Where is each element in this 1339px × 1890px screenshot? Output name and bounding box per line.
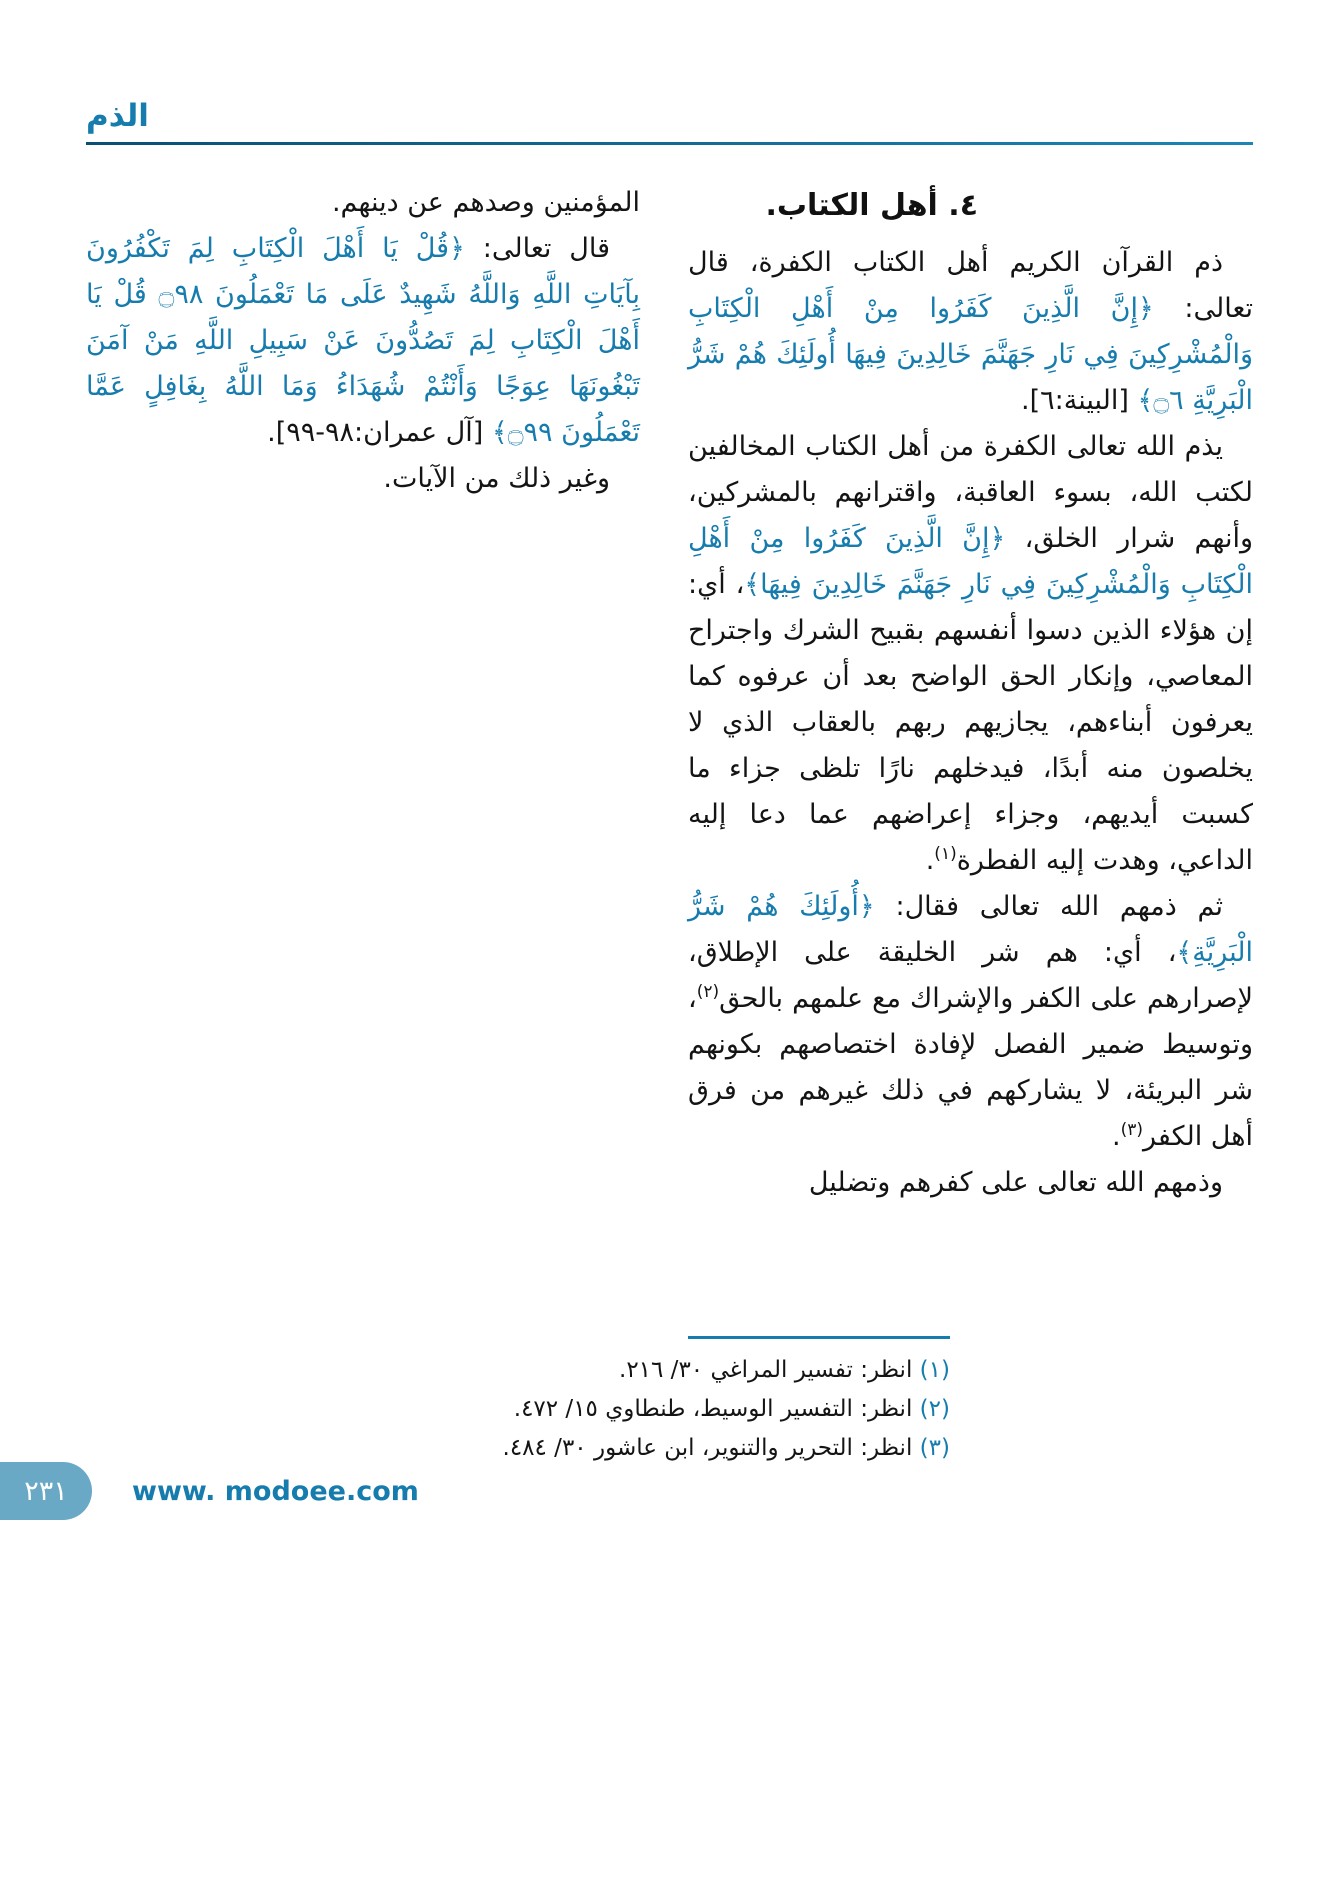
footnote-text: انظر: تفسير المراغي ٣٠/ ٢١٦. bbox=[619, 1357, 913, 1383]
section-heading: ٤. أهل الكتاب. bbox=[765, 188, 978, 223]
footnote-ref-1: (١) bbox=[934, 844, 957, 864]
body-text: قال تعالى: bbox=[464, 233, 610, 264]
footnote-ref-3: (٣) bbox=[1120, 1120, 1144, 1140]
footnote-text: انظر: التحرير والتنوير، ابن عاشور ٣٠/ ٤٨٤. bbox=[502, 1435, 913, 1461]
footnote-marker: (٣) bbox=[919, 1435, 950, 1461]
text-columns bbox=[86, 180, 1253, 1206]
footnote-3 bbox=[480, 1429, 950, 1468]
paragraph-commentary-3: وذمهم الله تعالى على كفرهم وتضليل bbox=[808, 1167, 1223, 1198]
body-text: ، أي: إن هؤلاء الذين دسوا أنفسهم بقبيح الشرك واجتراح المعاصي، وإنكار الحق الواضح بعد أن عرفوه كما يعرفون أبناءهم، يجازيهم ربهم بالعقاب الذي لا يخلصون منه أبدًا، فيدخلهم نارًا تلظى جزاء ما كسبت أيديهم، وجزاء إعراضهم عما دعا إليه الداعي، وهدت إليه الفطرة bbox=[688, 569, 1253, 876]
footnote-2 bbox=[480, 1390, 950, 1429]
running-head-title: الذم bbox=[86, 98, 149, 134]
quran-verse: ﴿إِنَّ الَّذِينَ كَفَرُوا مِنْ أَهْلِ الْكِتَابِ وَالْمُشْرِكِينَ فِي نَارِ جَهَنَّمَ خَالِدِينَ فِيهَا أُولَئِكَ هُمْ شَرُّ الْبَرِيَّةِ ۝٦﴾ bbox=[688, 293, 1253, 416]
footnote-marker: (١) bbox=[919, 1357, 950, 1383]
paragraph-commentary-1 bbox=[688, 424, 1253, 884]
header-rule bbox=[86, 142, 1253, 145]
paragraph-intro bbox=[688, 240, 1253, 424]
page-header bbox=[86, 96, 1253, 145]
paragraph-quote bbox=[86, 226, 640, 456]
body-text: ، أي: هم شر الخليقة على الإطلاق، لإصرارهم على الكفر والإشراك مع علمهم بالحق bbox=[688, 937, 1253, 1014]
right-column bbox=[688, 180, 1253, 1206]
body-text: . bbox=[1112, 1121, 1121, 1152]
quran-verse: ﴿قُلْ يَا أَهْلَ الْكِتَابِ لِمَ تَكْفُرُونَ بِآيَاتِ اللَّهِ وَاللَّهُ شَهِيدٌ عَلَى مَا تَعْمَلُونَ ۝٩٨ قُلْ يَا أَهْلَ الْكِتَابِ لِمَ تَصُدُّونَ عَنْ سَبِيلِ اللَّهِ مَنْ آمَنَ تَبْغُونَهَا عِوَجًا وَأَنْتُمْ شُهَدَاءُ وَمَا اللَّهُ بِغَافِلٍ عَمَّا تَعْمَلُونَ ۝٩٩﴾ bbox=[86, 233, 641, 448]
left-column bbox=[86, 180, 640, 1206]
body-text: . bbox=[925, 845, 935, 876]
paragraph-closing: وغير ذلك من الآيات. bbox=[383, 463, 610, 494]
footnote-ref-2: (٢) bbox=[696, 982, 720, 1002]
footnote-separator bbox=[688, 1336, 950, 1339]
paragraph-commentary-2 bbox=[688, 884, 1253, 1160]
body-text: ، وتوسيط ضمير الفصل لإفادة اختصاصهم بكونهم شر البريئة، لا يشاركهم في ذلك غيرهم من فرق أهل الكفر bbox=[688, 983, 1253, 1152]
quran-verse: ﴿إِنَّ الَّذِينَ كَفَرُوا مِنْ أَهْلِ الْكِتَابِ وَالْمُشْرِكِينَ فِي نَارِ جَهَنَّمَ خَالِدِينَ فِيهَا﴾ bbox=[688, 523, 1253, 600]
body-text: ذم القرآن الكريم أهل الكتاب الكفرة، قال تعالى: bbox=[688, 247, 1253, 324]
page-number: ٢٣١ bbox=[24, 1475, 68, 1507]
website-link[interactable]: www. modoee.com bbox=[132, 1476, 419, 1507]
page-number-badge bbox=[0, 1462, 92, 1520]
footnote-marker: (٢) bbox=[919, 1396, 950, 1422]
footnotes-block bbox=[480, 1336, 950, 1468]
footnote-text: انظر: التفسير الوسيط، طنطاوي ١٥/ ٤٧٢. bbox=[513, 1396, 913, 1422]
verse-reference: [آل عمران:٩٨-٩٩]. bbox=[267, 417, 492, 448]
verse-reference: [البينة:٦]. bbox=[1020, 385, 1138, 416]
body-text: ثم ذمهم الله تعالى فقال: bbox=[874, 891, 1223, 922]
paragraph-continuation: المؤمنين وصدهم عن دينهم. bbox=[331, 187, 640, 218]
body-text: يذم الله تعالى الكفرة من أهل الكتاب المخالفين لكتب الله، بسوء العاقبة، واقترانهم بالمشركين، وأنهم شرار الخلق، bbox=[688, 431, 1253, 554]
footnote-1 bbox=[480, 1351, 950, 1390]
quran-verse: ﴿أُولَئِكَ هُمْ شَرُّ الْبَرِيَّةِ﴾ bbox=[688, 891, 1253, 968]
